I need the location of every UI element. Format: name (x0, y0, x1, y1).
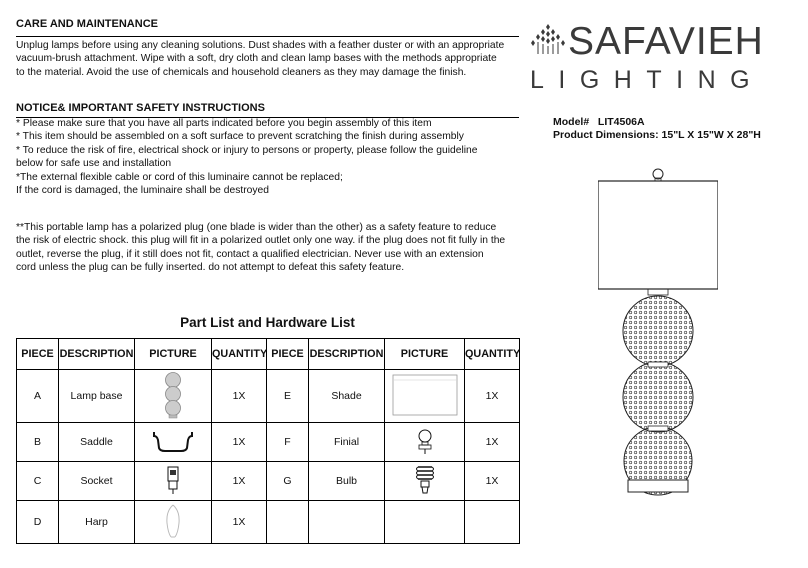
divider (16, 36, 519, 37)
piece-cell: D (17, 501, 59, 544)
picture-cell (385, 423, 465, 462)
brand-logo-icon (528, 22, 568, 56)
piece-cell: A (17, 370, 59, 423)
shade-icon (392, 407, 458, 419)
quantity-cell: 1X (212, 370, 267, 423)
picture-cell (135, 370, 212, 423)
picture-cell (135, 423, 212, 462)
piece-cell: F (267, 423, 309, 462)
description-cell: Socket (59, 462, 135, 501)
header-cell: QUANTITY (212, 339, 267, 370)
notice-text (16, 117, 478, 197)
parts-table (16, 338, 520, 544)
quantity-cell: 1X (465, 370, 520, 423)
quantity-cell: 1X (212, 501, 267, 544)
header-cell: PIECE (17, 339, 59, 370)
plug-line: cord unless the plug can be fully inserted. do not attempt to defeat this safety feature. (16, 262, 405, 274)
piece-cell: G (267, 462, 309, 501)
quantity-cell: 1X (465, 462, 520, 501)
piece-cell (267, 501, 309, 544)
header-cell: DESCRIPTION (309, 339, 385, 370)
notice-line: * Please make sure that you have all parts indicated before you begin assembly of this item (16, 118, 432, 129)
quantity-cell: 1X (212, 462, 267, 501)
care-text (16, 39, 504, 79)
header-cell: PIECE (267, 339, 309, 370)
parts-title: Part List and Hardware List (180, 315, 355, 330)
brand-name: SAFAVIEH (568, 20, 764, 63)
table-row (17, 370, 520, 423)
harp-icon (163, 530, 183, 542)
care-line: vacuum-brush attachment. Wipe with a soft, dry cloth and clean lamp bases with the methods appropriate (16, 53, 497, 65)
description-cell: Shade (309, 370, 385, 423)
piece-cell: E (267, 370, 309, 423)
description-cell: Saddle (59, 423, 135, 462)
finial-icon (415, 446, 435, 458)
header-cell: QUANTITY (465, 339, 520, 370)
plug-text (16, 221, 505, 275)
notice-line: *The external flexible cable or cord of this luminaire cannot be replaced; (16, 171, 343, 183)
care-line: to the material. Avoid the use of chemicals and household cleaners as they may damage the finish. (16, 66, 467, 78)
piece-cell: B (17, 423, 59, 462)
table-row (17, 423, 520, 462)
picture-cell (385, 501, 465, 544)
brand-sub: LIGHTING (530, 66, 765, 94)
model-number: Model# LIT4506A (553, 116, 645, 128)
notice-title: NOTICE& IMPORTANT SAFETY INSTRUCTIONS (16, 102, 265, 114)
picture-cell (385, 370, 465, 423)
picture-cell (135, 462, 212, 501)
piece-cell: C (17, 462, 59, 501)
notice-line: If the cord is damaged, the luminaire shall be destroyed (16, 185, 269, 197)
lamp-base-icon (163, 410, 183, 422)
header-cell: DESCRIPTION (59, 339, 135, 370)
saddle-icon (151, 445, 195, 457)
plug-line: outlet, reverse the plug, if it still does not fit, contact a qualified electrician. Never use with an extension (16, 248, 484, 260)
description-cell: Finial (309, 423, 385, 462)
care-line: Unplug lamps before using any cleaning solutions. Dust shades with a feather duster or with an appropriate (16, 40, 505, 51)
notice-line: * To reduce the risk of fire, electrical shock or injury to persons or property, please follow the guideline (16, 144, 478, 156)
quantity-cell: 1X (212, 423, 267, 462)
table-row (17, 462, 520, 501)
notice-line: below for safe use and installation (16, 158, 172, 170)
care-title: CARE AND MAINTENANCE (16, 18, 158, 30)
plug-line: **This portable lamp has a polarized plug (one blade is wider than the other) as a safety feature to reduce (16, 222, 497, 233)
picture-cell (135, 501, 212, 544)
product-dimensions: Product Dimensions: 15"L X 15"W X 28"H (553, 129, 761, 141)
notice-line: * This item should be assembled on a soft surface to prevent scratching the finish during assembly (16, 131, 464, 143)
description-cell: Harp (59, 501, 135, 544)
plug-line: the risk of electric shock. this plug will fit in a polarized outlet only one way. if the plug does not fit fully in the (16, 235, 506, 247)
picture-cell (385, 462, 465, 501)
description-cell: Lamp base (59, 370, 135, 423)
table-row (17, 501, 520, 544)
quantity-cell (465, 501, 520, 544)
header-cell: PICTURE (385, 339, 465, 370)
bulb-icon (415, 487, 435, 499)
description-cell: Bulb (309, 462, 385, 501)
description-cell (309, 501, 385, 544)
lamp-illustration (598, 160, 718, 560)
quantity-cell: 1X (465, 423, 520, 462)
table-header-row (17, 339, 520, 370)
socket-icon (166, 486, 180, 498)
header-cell: PICTURE (135, 339, 212, 370)
